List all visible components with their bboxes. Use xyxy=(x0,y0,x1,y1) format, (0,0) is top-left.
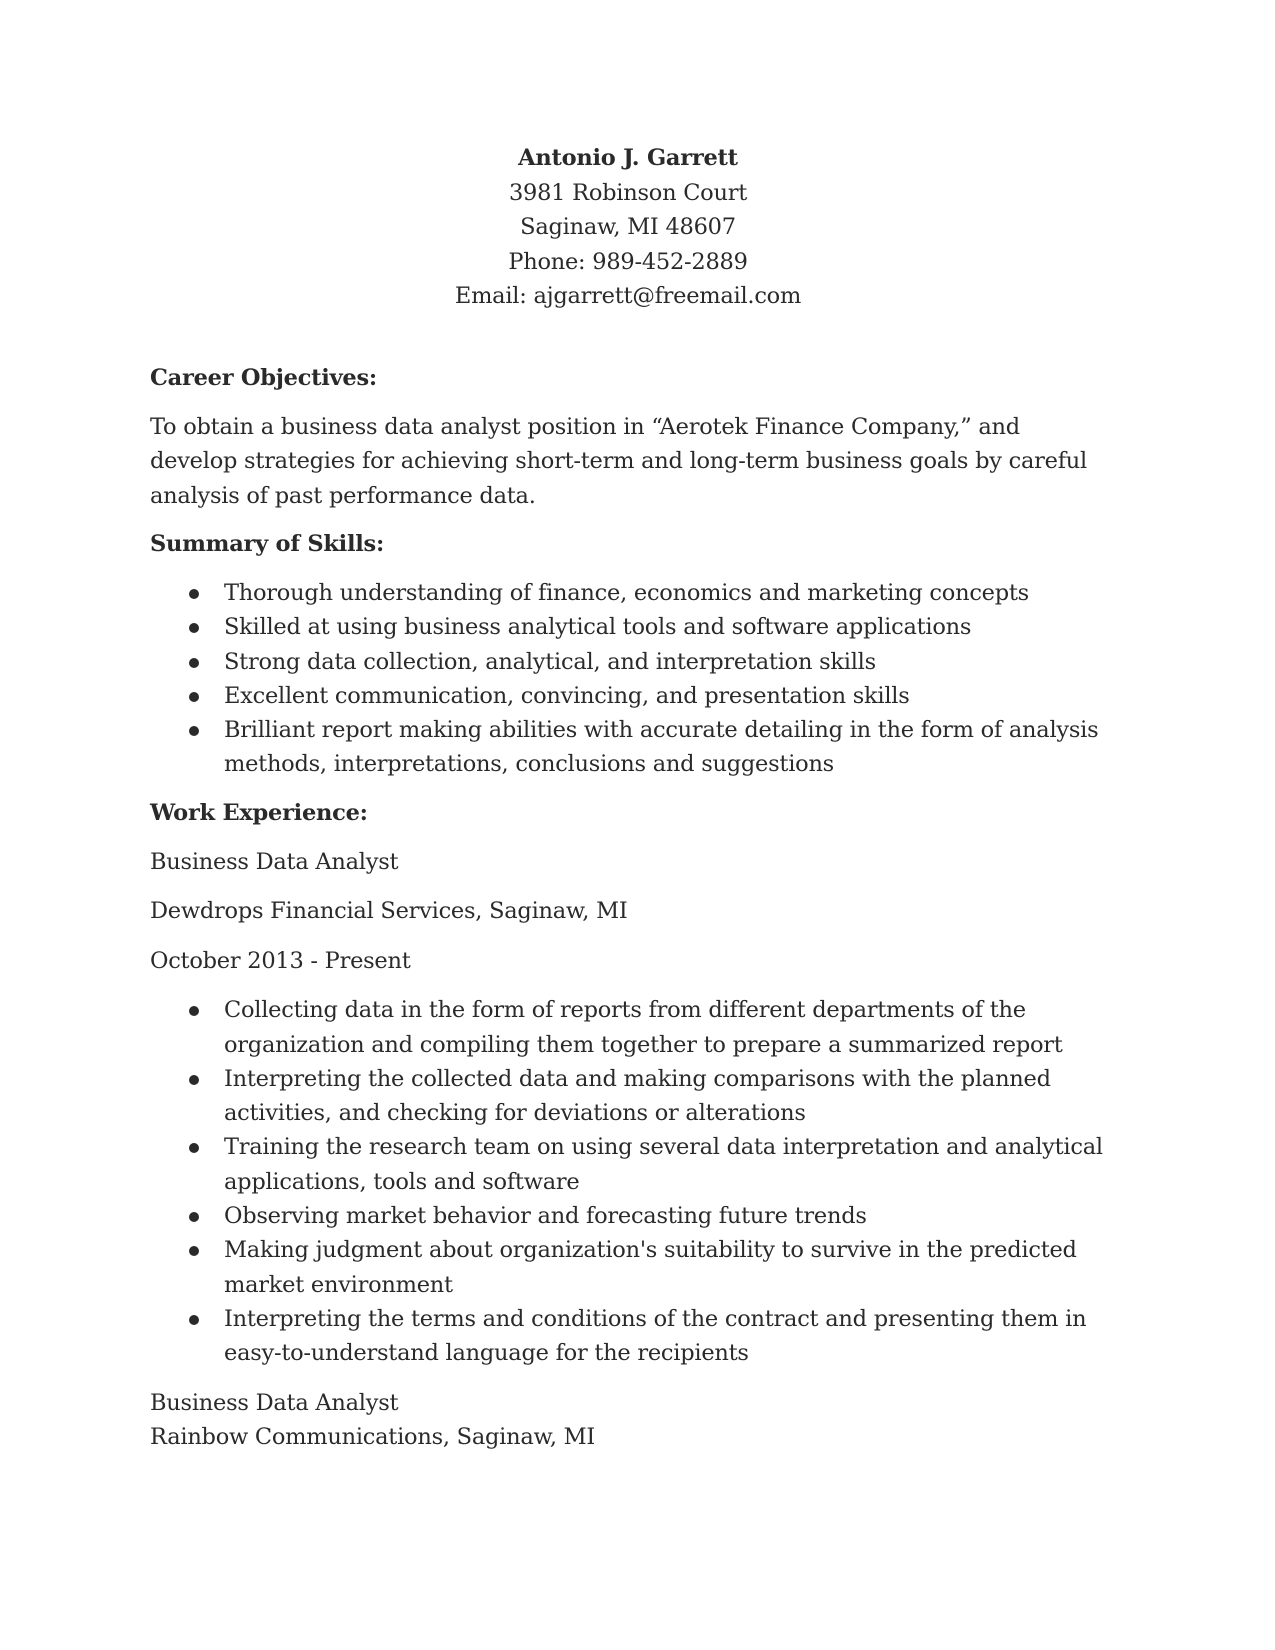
duty-item: Collecting data in the form of reports from different departments of the organization and compiling them together to prepare a summarized report xyxy=(150,993,1110,1062)
contact-block xyxy=(146,141,1110,314)
skill-item: Skilled at using business analytical tools and software applications xyxy=(150,610,1110,644)
bullet-icon xyxy=(189,1212,199,1222)
duty-item: Interpreting the collected data and making comparisons with the planned activities, and checking for deviations or alterations xyxy=(150,1062,1110,1131)
resume-page xyxy=(150,141,1110,1455)
skills-heading: Summary of Skills: xyxy=(150,531,385,557)
bullet-icon xyxy=(189,589,199,599)
skill-item: Brilliant report making abilities with accurate detailing in the form of analysis methods, interpretations, conclusions and suggestions xyxy=(150,713,1110,782)
bullet-icon xyxy=(189,1246,199,1256)
job-2-company: Rainbow Communications, Saginaw, MI xyxy=(150,1424,596,1451)
skills-list xyxy=(150,576,1110,782)
address-line-1: 3981 Robinson Court xyxy=(508,179,748,206)
bullet-icon xyxy=(189,1075,199,1085)
skill-item: Strong data collection, analytical, and interpretation skills xyxy=(150,645,1110,679)
duty-item: Training the research team on using several data interpretation and analytical applications, tools and software xyxy=(150,1130,1110,1199)
email-line: Email: ajgarrett@freemail.com xyxy=(454,283,802,309)
candidate-name: Antonio J. Garrett xyxy=(518,145,738,171)
bullet-icon xyxy=(189,726,199,736)
work-experience-heading: Work Experience: xyxy=(150,799,368,826)
career-objectives-text: To obtain a business data analyst position in “Aerotek Finance Company,” and develop strategies for achieving short-term and long-term business goals by careful analysis of past performance data. xyxy=(150,413,1087,509)
skill-item: Excellent communication, convincing, and presentation skills xyxy=(150,679,1110,713)
address-line-2: Saginaw, MI 48607 xyxy=(520,214,736,240)
skill-item: Thorough understanding of finance, economics and marketing concepts xyxy=(150,576,1110,610)
duty-item: Interpreting the terms and conditions of the contract and presenting them in easy-to-understand language for the recipients xyxy=(150,1302,1110,1371)
phone-line: Phone: 989-452-2889 xyxy=(508,248,748,275)
job-1-dates: October 2013 - Present xyxy=(150,947,411,974)
duty-item: Making judgment about organization's suitability to survive in the predicted market environment xyxy=(150,1233,1110,1302)
bullet-icon xyxy=(189,623,199,633)
job-1-duties-list xyxy=(150,993,1110,1370)
bullet-icon xyxy=(189,1006,199,1016)
job-2-title: Business Data Analyst xyxy=(150,1389,399,1416)
duty-item: Observing market behavior and forecasting future trends xyxy=(150,1199,1110,1233)
job-1-company: Dewdrops Financial Services, Saginaw, MI xyxy=(150,898,628,925)
bullet-icon xyxy=(189,1143,199,1153)
career-objectives-heading: Career Objectives: xyxy=(150,364,377,391)
bullet-icon xyxy=(189,1315,199,1325)
bullet-icon xyxy=(189,658,199,668)
job-1-title: Business Data Analyst xyxy=(150,848,399,875)
bullet-icon xyxy=(189,692,199,702)
